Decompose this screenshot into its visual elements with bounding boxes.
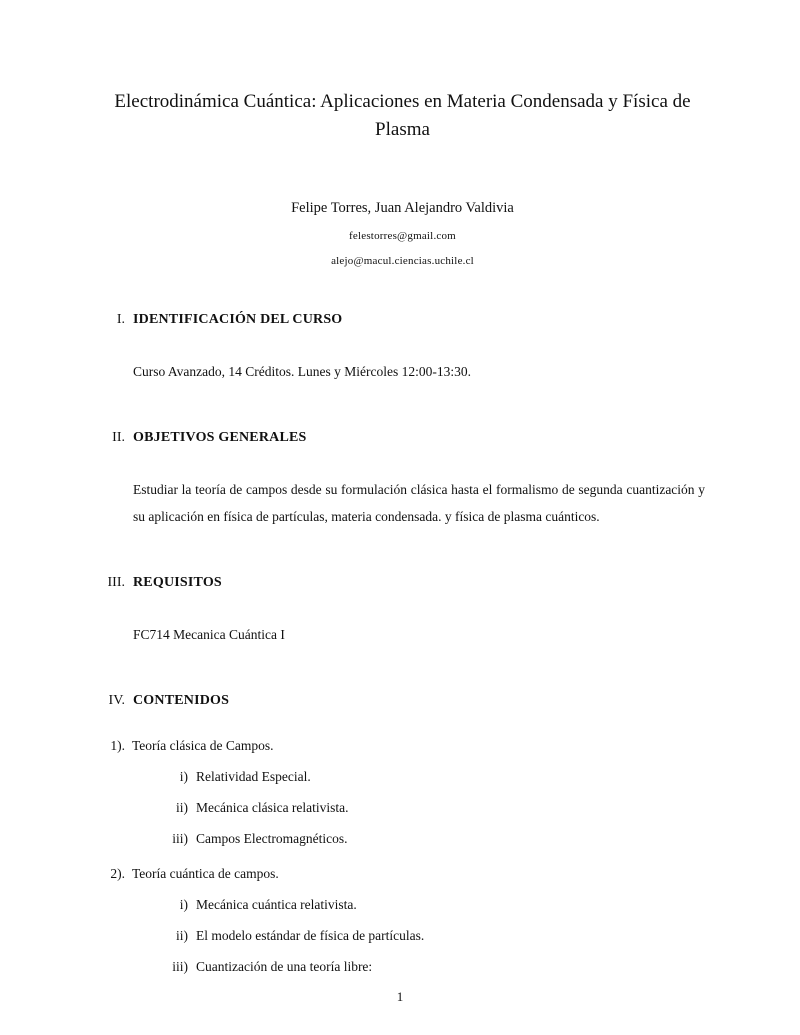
contenidos-list [100, 737, 705, 975]
list-subitem [160, 830, 705, 847]
author-email-1: felestorres@gmail.com [349, 230, 456, 242]
list-item-label: 2). [110, 866, 125, 881]
list-subitem [160, 768, 705, 785]
section-body: Curso Avanzado, 14 Créditos. Lunes y Miércoles 12:00-13:30. [133, 364, 471, 379]
list-subitem-text: Mecánica clásica relativista. [196, 800, 349, 815]
list-subitem-text: Relatividad Especial. [196, 769, 311, 784]
section-objetivos [100, 429, 705, 530]
list-item [100, 865, 705, 882]
list-subitem-label: ii) [176, 800, 188, 815]
list-subitem [160, 958, 705, 975]
section-title: CONTENIDOS [133, 693, 230, 708]
authors-line: Felipe Torres, Juan Alejandro Valdivia [291, 200, 514, 216]
section-number: II. [112, 430, 125, 445]
page-title: Electrodinámica Cuántica: Aplicaciones en Materia Condensada y Física de Plasma [114, 91, 691, 140]
section-title: REQUISITOS [133, 575, 222, 590]
section-title: OBJETIVOS GENERALES [133, 430, 307, 445]
section-requisitos [100, 574, 705, 648]
contenidos-group-2 [100, 865, 705, 975]
section-heading [100, 692, 705, 709]
section-identificacion [100, 311, 705, 385]
list-subitem-text: El modelo estándar de física de partículas. [196, 928, 425, 943]
section-heading [100, 574, 705, 591]
list-subitem [160, 896, 705, 913]
section-title: IDENTIFICACIÓN DEL CURSO [133, 312, 343, 327]
list-subitem [160, 927, 705, 944]
list-subitem-text: Campos Electromagnéticos. [196, 831, 348, 846]
list-subitem-label: iii) [172, 959, 188, 974]
author-email-2: alejo@macul.ciencias.uchile.cl [331, 255, 474, 267]
list-subitem-label: i) [179, 769, 188, 784]
list-item-text: Teoría cuántica de campos. [132, 866, 279, 881]
list-item [100, 737, 705, 754]
list-subitem-label: i) [179, 897, 188, 912]
section-heading [100, 311, 705, 328]
list-item-text: Teoría clásica de Campos. [132, 738, 274, 753]
list-subitem-text: Mecánica cuántica relativista. [196, 897, 357, 912]
section-body: FC714 Mecanica Cuántica I [133, 627, 285, 642]
page-number: 1 [396, 989, 404, 1004]
list-subitem [160, 799, 705, 816]
section-heading [100, 429, 705, 446]
section-number: III. [107, 575, 125, 590]
section-number: I. [116, 312, 125, 327]
list-item-label: 1). [110, 738, 125, 753]
section-body: Estudiar la teoría de campos desde su formulación clásica hasta el formalismo de segunda cuantización y su aplicación en física de partículas, materia condensada. y física de plasma cuánticos. [133, 482, 705, 524]
list-subitem-label: iii) [172, 831, 188, 846]
section-contenidos [100, 692, 705, 975]
contenidos-group-1 [100, 737, 705, 847]
list-subitem-label: ii) [176, 928, 188, 943]
section-number: IV. [108, 693, 125, 708]
list-subitem-text: Cuantización de una teoría libre: [196, 959, 373, 974]
